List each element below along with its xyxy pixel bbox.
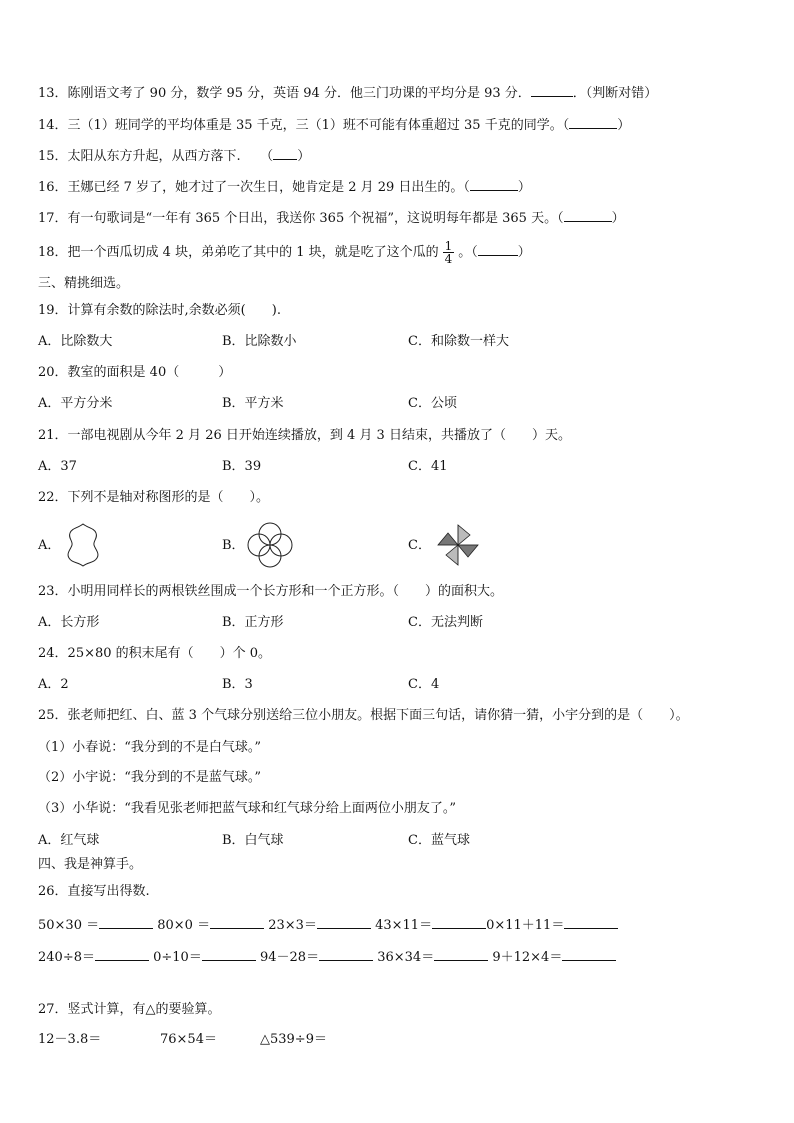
q26-row-2 <box>38 948 616 966</box>
q25-option-b[interactable]: B．白气球 <box>222 833 284 848</box>
calc-item: 23×3＝ <box>268 918 317 933</box>
q21-option-b[interactable]: B．39 <box>222 459 262 474</box>
q20-option-a[interactable]: A．平方分米 <box>38 396 113 411</box>
q21-option-a[interactable]: A．37 <box>38 459 77 474</box>
answer-blank[interactable] <box>99 916 153 929</box>
q24-option-c[interactable]: C．4 <box>408 677 440 692</box>
question-14 <box>38 116 630 134</box>
answer-blank[interactable] <box>273 147 297 160</box>
question-13-text: 13．陈刚语文考了 90 分，数学 95 分，英语 94 分．他三门功课的平均分是 93 分． <box>38 86 531 101</box>
answer-blank[interactable] <box>210 916 264 929</box>
four-circles-figure <box>246 521 294 569</box>
question-23-stem: 23．小明用同样长的两根铁丝围成一个长方形和一个正方形。（ ）的面积大。 <box>38 584 504 599</box>
question-17 <box>38 209 625 227</box>
question-22-stem: 22．下列不是轴对称图形的是（ ）。 <box>38 490 270 505</box>
q23-option-b[interactable]: B．正方形 <box>222 615 284 630</box>
calc-item: 9＋12×4＝ <box>492 950 563 965</box>
calc-item: 240÷8＝ <box>38 950 95 965</box>
calc-item: 50×30 ＝ <box>38 918 100 933</box>
q19-option-c[interactable]: C．和除数一样大 <box>408 334 509 349</box>
q25-statement-3: （3）小华说：“我看见张老师把蓝气球和红气球分给上面两位小朋友了。” <box>38 801 457 816</box>
fraction <box>443 240 455 265</box>
q24-option-b[interactable]: B．3 <box>222 677 253 692</box>
question-20-stem: 20．教室的面积是 40（ ） <box>38 365 232 380</box>
q23-option-a[interactable]: A．长方形 <box>38 615 100 630</box>
question-25-stem: 25．张老师把红、白、蓝 3 个气球分别送给三位小朋友。根据下面三句话，请你猜一猜，小宇分到的是（ ）。 <box>38 708 689 723</box>
question-18-tail-open: 。（ <box>458 245 478 260</box>
q27-item-2: 76×54＝ <box>160 1032 217 1047</box>
q19-option-a[interactable]: A．比除数大 <box>38 334 113 349</box>
question-13-tail: ．（判断对错） <box>572 86 658 101</box>
answer-blank[interactable] <box>564 209 612 222</box>
question-14-tail: ） <box>617 118 631 133</box>
question-26-stem: 26．直接写出得数. <box>38 884 150 899</box>
q20-option-b[interactable]: B．平方米 <box>222 396 284 411</box>
answer-blank[interactable] <box>202 948 256 961</box>
answer-blank[interactable] <box>564 916 618 929</box>
answer-blank[interactable] <box>569 116 617 129</box>
q22-option-a[interactable]: A． <box>38 538 61 553</box>
question-19-stem: 19．计算有余数的除法时,余数必须( ). <box>38 303 281 318</box>
question-18 <box>38 240 531 266</box>
calc-item: 0÷10＝ <box>153 950 202 965</box>
calc-item: 43×11＝ <box>375 918 433 933</box>
q19-option-b[interactable]: B．比除数小 <box>222 334 297 349</box>
question-21-stem: 21．一部电视剧从今年 2 月 26 日开始连续播放，到 4 月 3 日结束，共播放了（ ）天。 <box>38 428 571 443</box>
q27-item-3: △539÷9＝ <box>260 1032 327 1047</box>
question-18-text: 18．把一个西瓜切成 4 块，弟弟吃了其中的 1 块，就是吃了这个瓜的 <box>38 245 439 260</box>
wavy-shape-figure <box>64 522 102 568</box>
question-16-tail: ） <box>517 180 531 195</box>
q26-row-1 <box>38 916 618 934</box>
q25-option-c[interactable]: C．蓝气球 <box>408 833 470 848</box>
question-15-tail: ） <box>297 149 311 164</box>
answer-blank[interactable] <box>531 84 573 97</box>
q21-option-c[interactable]: C．41 <box>408 459 448 474</box>
answer-blank[interactable] <box>434 948 488 961</box>
q22-option-c[interactable]: C． <box>408 538 431 553</box>
section-4-heading: 四、我是神算手。 <box>38 857 143 872</box>
answer-blank[interactable] <box>319 948 373 961</box>
calc-item: 80×0 ＝ <box>157 918 211 933</box>
question-16 <box>38 178 531 196</box>
question-17-tail: ） <box>611 211 625 226</box>
question-16-text: 16．王娜已经 7 岁了，她才过了一次生日，她肯定是 2 月 29 日出生的。（ <box>38 180 470 195</box>
answer-blank[interactable] <box>478 243 518 256</box>
q25-option-a[interactable]: A．红气球 <box>38 833 100 848</box>
calc-item: 94－28＝ <box>259 950 320 965</box>
answer-blank[interactable] <box>470 178 518 191</box>
question-24-stem: 24．25×80 的积末尾有（ ）个 0。 <box>38 646 272 661</box>
question-27-stem: 27．竖式计算，有△的要验算。 <box>38 1002 221 1017</box>
fraction-numerator: 1 <box>444 239 453 253</box>
answer-blank[interactable] <box>95 948 149 961</box>
question-18-tail-close: ） <box>517 245 531 260</box>
answer-blank[interactable] <box>562 948 616 961</box>
calc-item: 36×34＝ <box>377 950 435 965</box>
q23-option-c[interactable]: C．无法判断 <box>408 615 483 630</box>
question-15 <box>38 147 310 165</box>
q27-item-1: 12－3.8＝ <box>38 1032 102 1047</box>
question-15-text: 15．太阳从东方升起，从西方落下. （ <box>38 149 274 164</box>
q24-option-a[interactable]: A．2 <box>38 677 69 692</box>
answer-blank[interactable] <box>317 916 371 929</box>
question-14-text: 14．三（1）班同学的平均体重是 35 千克，三（1）班不可能有体重超过 35 千克的同学。（ <box>38 118 570 133</box>
q25-statement-2: （2）小宇说：“我分到的不是蓝气球。” <box>38 770 262 785</box>
fraction-denominator: 4 <box>444 252 453 266</box>
calc-item: 0×11＋11＝ <box>486 918 565 933</box>
section-3-heading: 三、精挑细选。 <box>38 276 130 291</box>
question-17-text: 17．有一句歌词是“一年有 365 个日出，我送你 365 个祝福”，这说明每年都是 365 天。（ <box>38 211 564 226</box>
q25-statement-1: （1）小春说：“我分到的不是白气球。” <box>38 740 262 755</box>
answer-blank[interactable] <box>432 916 486 929</box>
question-13 <box>38 84 657 102</box>
pinwheel-figure <box>434 521 482 569</box>
q20-option-c[interactable]: C．公顷 <box>408 396 457 411</box>
q22-option-b[interactable]: B． <box>222 538 245 553</box>
